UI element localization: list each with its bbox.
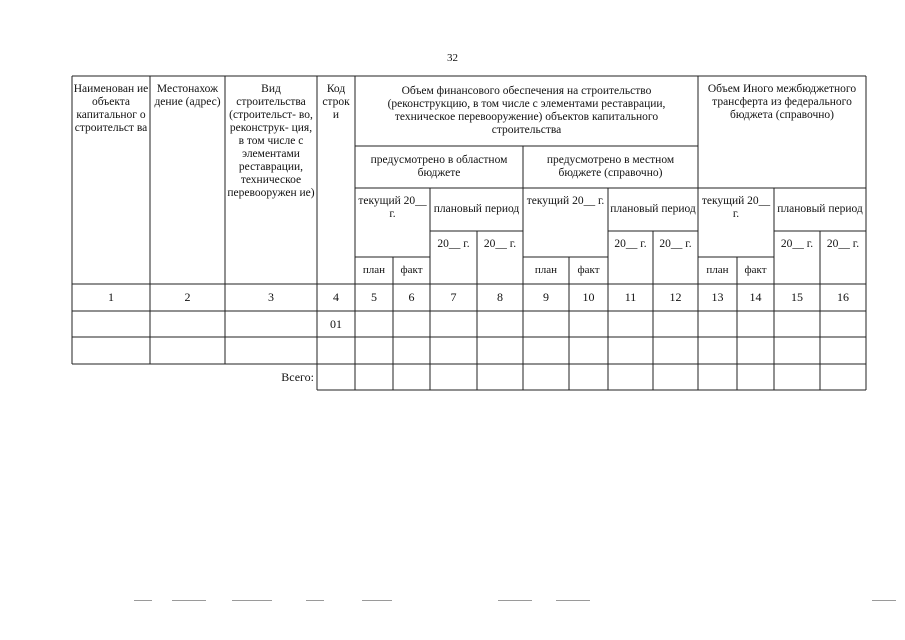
header-planned-period-regional <box>430 188 523 231</box>
column-number <box>72 284 150 311</box>
header-plan-13-text: план <box>706 264 729 276</box>
scan-artifact <box>556 600 590 601</box>
header-year-8-text: 20__ г. <box>483 237 517 250</box>
header-fact-10-text: факт <box>577 264 600 276</box>
header-financing <box>355 76 698 146</box>
header-line-code <box>317 76 355 284</box>
header-planned-period-local <box>608 188 698 231</box>
column-number <box>737 284 774 311</box>
column-number <box>355 284 393 311</box>
column-number-text: 10 <box>582 290 595 304</box>
header-plan-9-text: план <box>534 264 558 276</box>
column-number-text: 9 <box>543 290 549 304</box>
column-number <box>523 284 569 311</box>
scan-artifact <box>306 600 324 601</box>
column-number-text: 13 <box>711 290 724 304</box>
header-plan-13 <box>698 257 737 284</box>
header-year-15-text: 20__ г. <box>780 237 814 250</box>
header-location <box>150 76 225 284</box>
column-number-text: 16 <box>837 290 849 304</box>
header-planned-period-other <box>774 188 866 231</box>
header-planned-period-local-text: плановый период <box>610 203 696 215</box>
header-regional-budget <box>355 146 523 188</box>
header-fact-6 <box>393 257 430 284</box>
column-number-text: 5 <box>371 290 377 304</box>
scan-artifact <box>172 600 206 601</box>
header-local-budget <box>523 146 698 188</box>
header-plan-9 <box>523 257 569 284</box>
header-location-text: Местонахож дение (адрес) <box>154 83 221 108</box>
column-number-text: 8 <box>497 290 503 304</box>
header-year-16-text: 20__ г. <box>826 237 860 250</box>
header-fact-14-text: факт <box>744 264 767 276</box>
column-number-text: 2 <box>184 290 191 304</box>
header-year-8 <box>477 231 523 257</box>
header-fact-6-text: факт <box>400 264 423 276</box>
header-plan-5 <box>355 257 393 284</box>
scan-artifact <box>498 600 532 601</box>
column-number <box>698 284 737 311</box>
header-year-12 <box>653 231 698 257</box>
column-number <box>317 284 355 311</box>
scan-artifact <box>362 600 392 601</box>
column-number <box>569 284 608 311</box>
column-number-text: 14 <box>749 290 762 304</box>
header-fact-14 <box>737 257 774 284</box>
header-financing-text: Объем финансового обеспечения на строительство (реконструкцию, в том числе с элементами реставрации, техническое перевооружение) объектов капитального строительства <box>387 85 666 136</box>
header-line-code-text: Код строк и <box>322 83 350 121</box>
scan-artifact <box>232 600 272 601</box>
header-regional-budget-text: предусмотрено в областном бюджете <box>370 154 508 179</box>
header-fact-10 <box>569 257 608 284</box>
column-number-text: 4 <box>333 290 339 304</box>
header-year-7-text: 20__ г. <box>437 237 470 250</box>
header-year-11 <box>608 231 653 257</box>
header-year-15 <box>774 231 820 257</box>
header-current-year-other <box>698 188 774 257</box>
scan-artifact <box>872 600 896 601</box>
header-current-year-regional-text: текущий 20__ г. <box>358 195 427 220</box>
header-year-7 <box>430 231 477 257</box>
header-construction-type-text: Вид строительства (строительст- во, реконструк- ция, в том числе с элементами реставрации, техническое перевооружен ие) <box>227 83 315 199</box>
column-number-text: 3 <box>268 290 274 304</box>
header-other-transfer-text: Объем Иного межбюджетного трансферта из федерального бюджета (справочно) <box>707 83 857 121</box>
table-row-code-text: 01 <box>330 316 342 331</box>
header-plan-5-text: план <box>362 264 386 276</box>
column-number-text: 1 <box>108 290 114 304</box>
header-object-name <box>72 76 150 284</box>
column-number-text: 6 <box>408 290 415 304</box>
column-number <box>653 284 698 311</box>
column-number-text: 7 <box>450 290 457 304</box>
header-other-transfer <box>698 76 866 188</box>
header-year-12-text: 20__ г. <box>659 237 692 250</box>
page-number: 32 <box>447 52 458 64</box>
column-number <box>430 284 477 311</box>
header-construction-type <box>225 76 317 284</box>
column-number <box>150 284 225 311</box>
table-row-code <box>317 311 355 337</box>
table-row-code <box>317 337 355 364</box>
header-object-name-text: Наименован ие объекта капитальног о строительст ва <box>73 83 149 134</box>
column-number <box>774 284 820 311</box>
column-number <box>608 284 653 311</box>
header-local-budget-text: предусмотрено в местном бюджете (справочно) <box>546 154 675 179</box>
total-label <box>225 364 317 390</box>
total-label-text: Всего: <box>281 369 314 384</box>
column-number <box>225 284 317 311</box>
column-number-text: 11 <box>624 290 637 304</box>
header-current-year-local <box>523 188 608 257</box>
column-number <box>820 284 866 311</box>
column-number <box>393 284 430 311</box>
column-number-text: 15 <box>791 290 803 304</box>
header-current-year-other-text: текущий 20__ г. <box>701 195 771 220</box>
header-planned-period-regional-text: плановый период <box>433 203 520 215</box>
column-number <box>477 284 523 311</box>
header-current-year-local-text: текущий 20__ г. <box>526 195 605 207</box>
header-year-16 <box>820 231 866 257</box>
header-year-11-text: 20__ г. <box>614 237 647 250</box>
header-current-year-regional <box>355 188 430 257</box>
column-number-text: 12 <box>669 290 682 304</box>
scan-artifact <box>134 600 152 601</box>
header-planned-period-other-text: плановый период <box>777 203 863 215</box>
